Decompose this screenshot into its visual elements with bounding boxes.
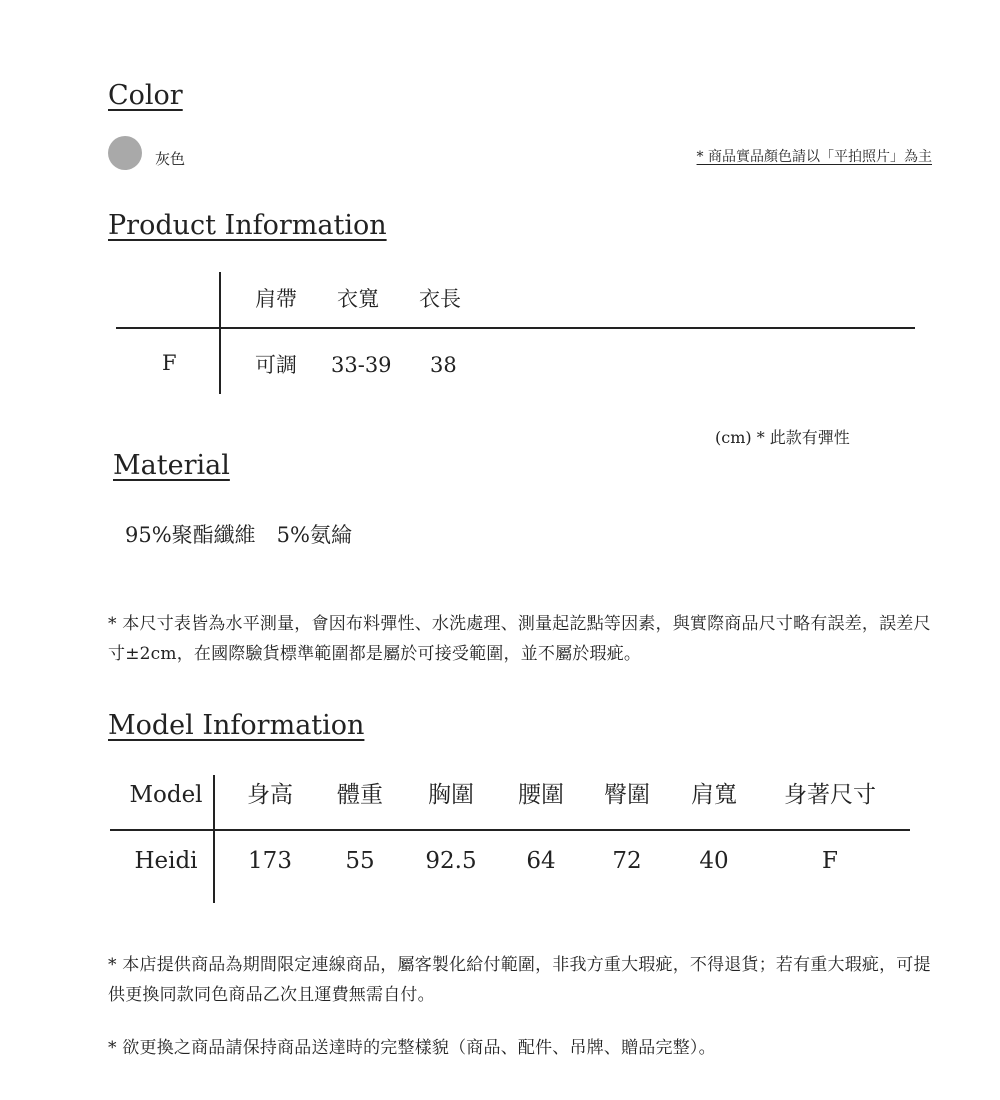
model-table-divider-horizontal	[110, 829, 910, 831]
column-header-bust: 胸圍	[428, 782, 474, 808]
column-header-width: 衣寬	[337, 287, 379, 311]
value-length: 38	[430, 353, 457, 377]
model-waist-value: 64	[526, 848, 556, 874]
elastic-note: * 此款有彈性	[756, 428, 850, 447]
material-composition: 95%聚酯纖維 5%氨綸	[125, 523, 352, 547]
table-divider-horizontal	[116, 327, 915, 329]
model-name: Heidi	[134, 848, 198, 874]
column-header-shoulder: 肩寬	[691, 782, 737, 808]
column-header-hip: 臀圍	[604, 782, 650, 808]
color-swatch-gray[interactable]	[108, 136, 142, 170]
size-label: F	[162, 351, 177, 375]
column-header-length: 衣長	[419, 287, 461, 311]
column-header-waist: 腰圍	[518, 782, 564, 808]
model-shoulder-value: 40	[699, 848, 729, 874]
model-height-value: 173	[248, 848, 292, 874]
color-name-label: 灰色	[155, 150, 186, 168]
value-width: 33-39	[331, 353, 392, 377]
exchange-condition-note: * 欲更換之商品請保持商品送達時的完整樣貌（商品、配件、吊牌、贈品完整）。	[108, 1038, 716, 1058]
model-hip-value: 72	[612, 848, 642, 874]
model-bust-value: 92.5	[425, 848, 477, 874]
model-table-divider-vertical	[213, 775, 215, 903]
column-header-weight: 體重	[337, 782, 383, 808]
measurement-note: * 本尺寸表皆為水平測量，會因布料彈性、水洗處理、測量起訖點等因素，與實際商品尺寸略有誤差，誤差尺寸±2cm，在國際驗貨標準範圍都是屬於可接受範圍，並不屬於瑕疵。	[108, 614, 931, 664]
product-info-title: Product Information	[108, 210, 387, 241]
unit-and-elastic-note	[715, 428, 850, 448]
table-divider-vertical	[219, 272, 221, 394]
column-header-strap: 肩帶	[255, 287, 297, 311]
model-weight-value: 55	[345, 848, 375, 874]
model-header-label: Model	[129, 782, 203, 808]
model-size-worn-value: F	[822, 848, 838, 874]
column-header-height: 身高	[247, 782, 293, 808]
value-strap: 可調	[255, 353, 297, 377]
return-policy-note: * 本店提供商品為期間限定連線商品，屬客製化給付範圍，非我方重大瑕疵，不得退貨；若有重大瑕疵，可提供更換同款同色商品乙次且運費無需自付。	[108, 955, 931, 1005]
model-info-title: Model Information	[108, 710, 365, 741]
material-title: Material	[113, 450, 230, 481]
color-section-title: Color	[108, 80, 183, 111]
unit-label: (cm)	[715, 428, 752, 447]
color-disclaimer: * 商品實品顏色請以「平拍照片」為主	[696, 149, 932, 165]
column-header-size-worn: 身著尺寸	[784, 782, 876, 808]
